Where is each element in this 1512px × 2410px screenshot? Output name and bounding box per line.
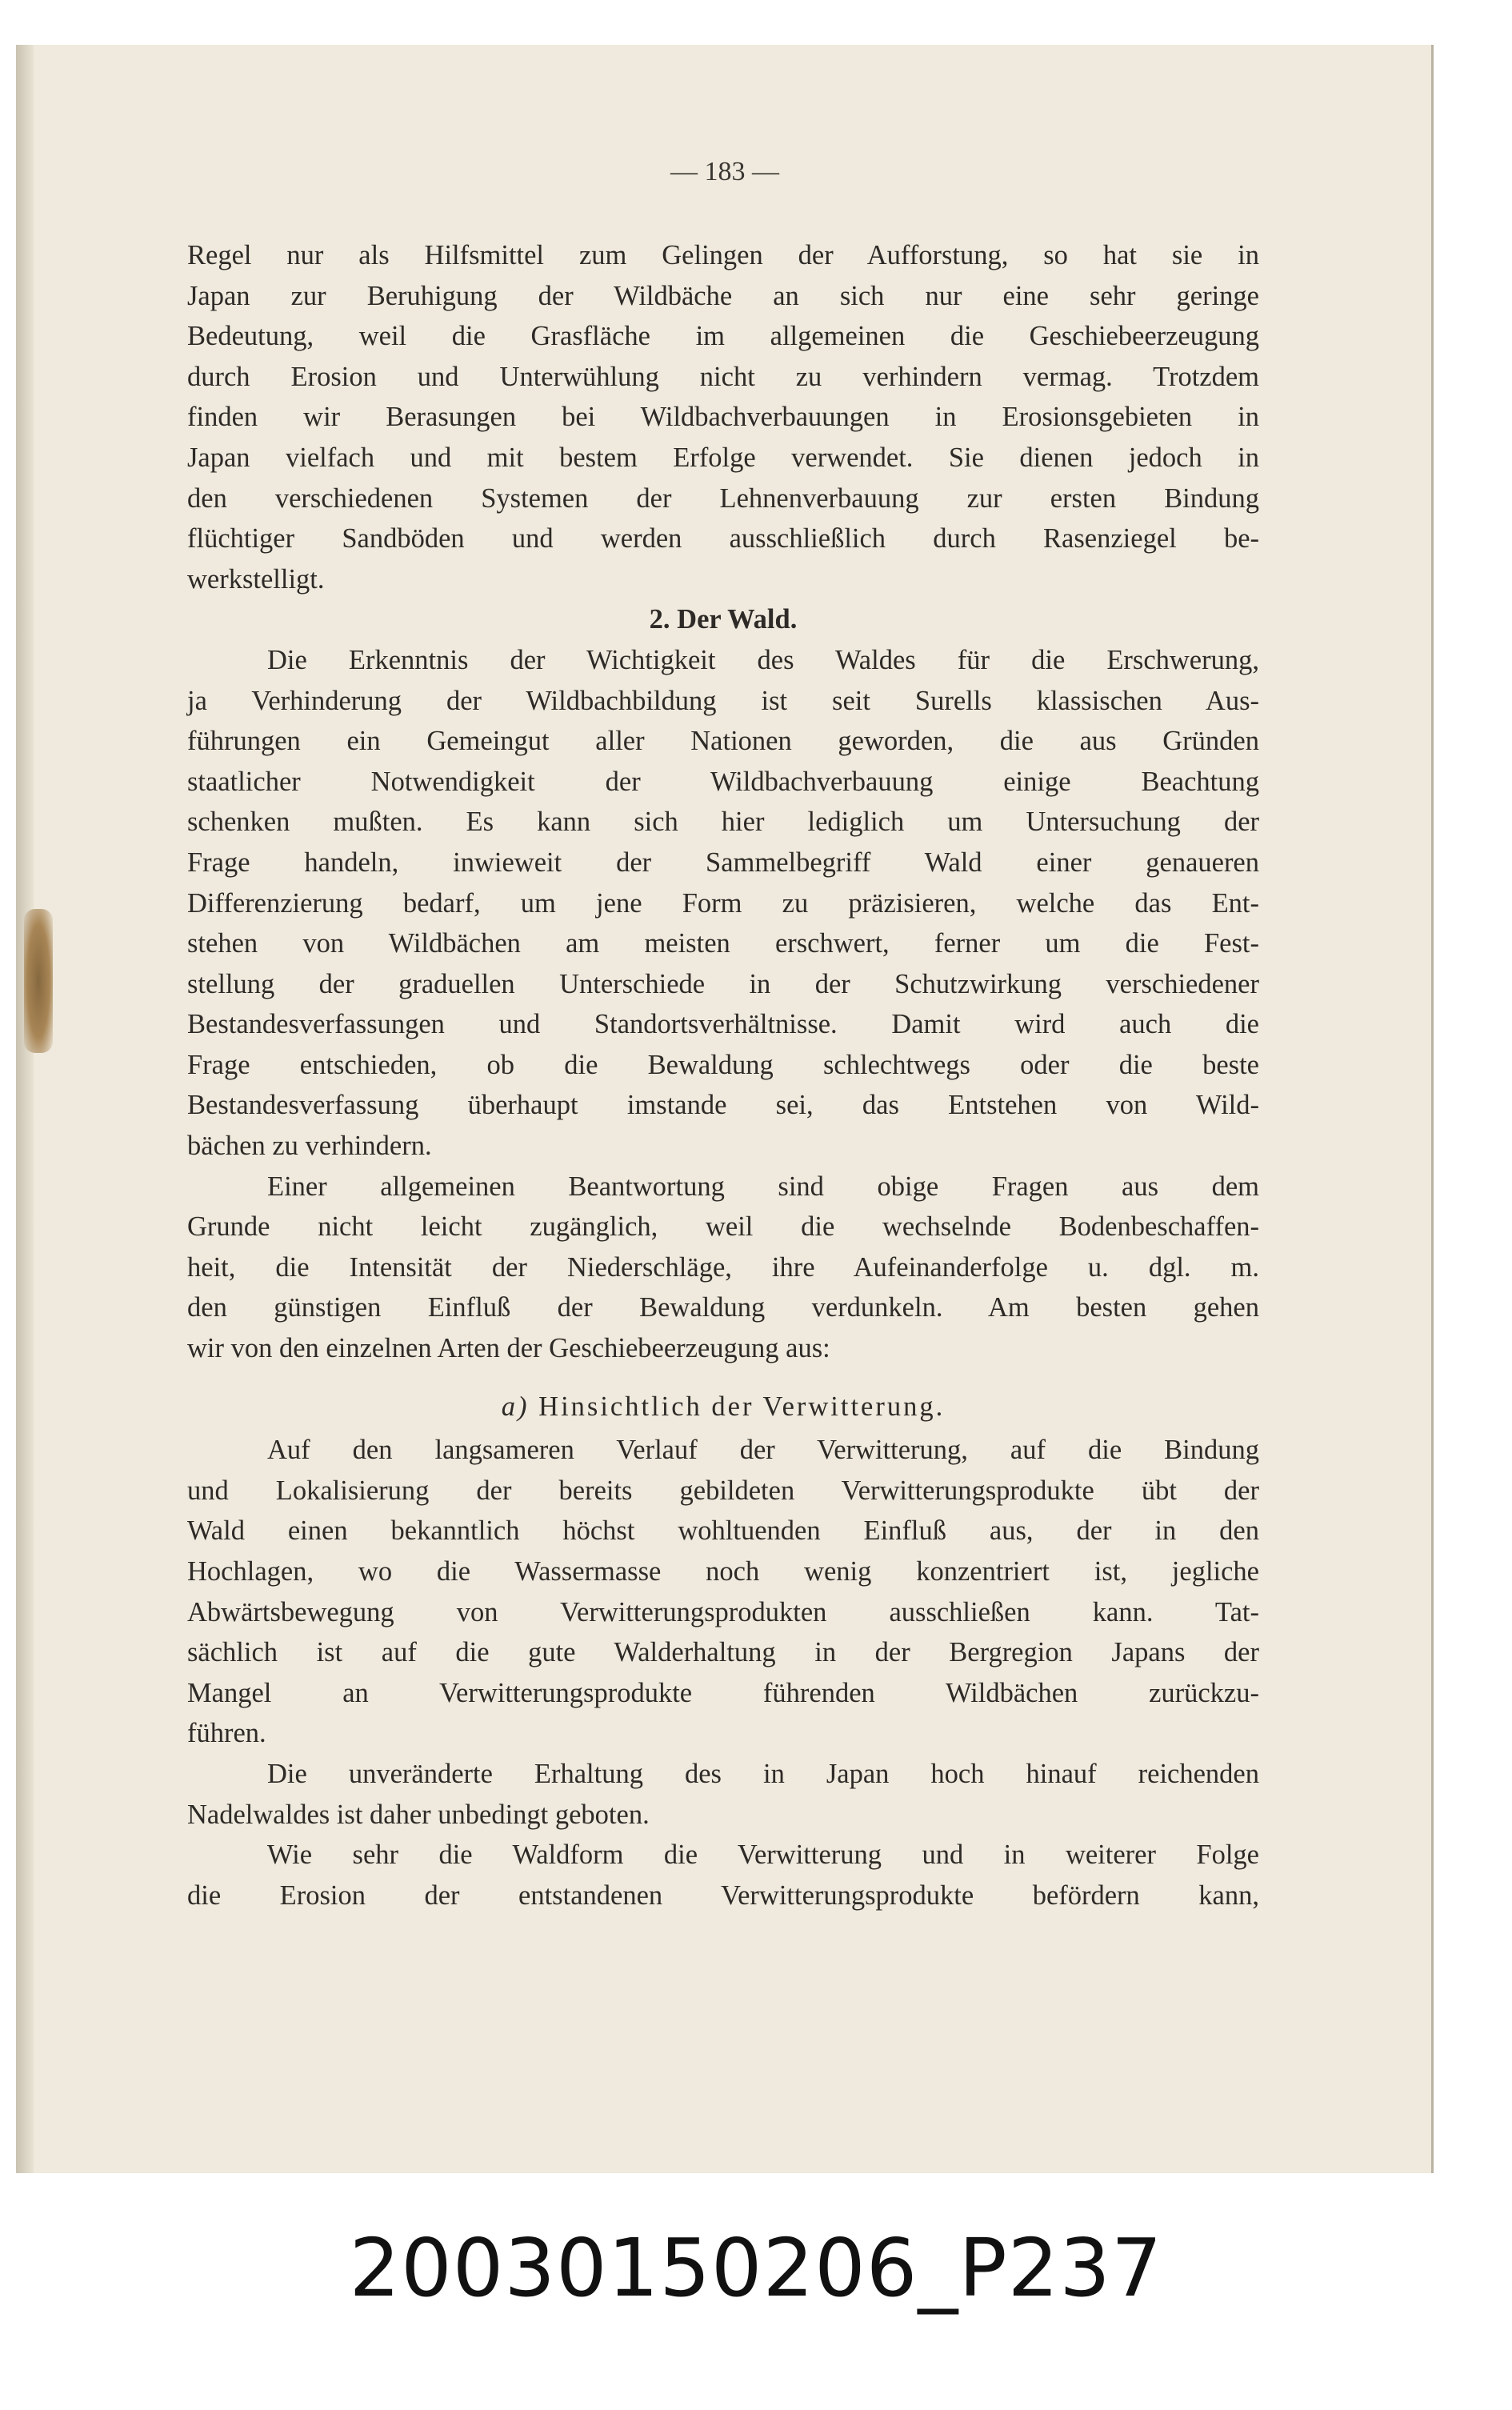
- scanned-page: [16, 45, 1434, 2173]
- text-line: Bestandesverfassungen und Standortsverhältnisse. Damit wird auch die: [187, 1009, 1259, 1040]
- text-line: Die unveränderte Erhaltung des in Japan hoch hinauf reichenden: [267, 1758, 1259, 1789]
- body-text: [187, 235, 1259, 1916]
- text-line: stellung der graduellen Unterschiede in der Schutzwirkung verschiedener: [187, 968, 1259, 999]
- subsection-heading: [187, 1387, 1259, 1427]
- subsection-letter: a): [501, 1391, 530, 1422]
- text-line: Einer allgemeinen Beantwortung sind obige Fragen aus dem: [267, 1171, 1259, 1202]
- page-number: — 183 —: [670, 157, 779, 186]
- section-heading: 2. Der Wald.: [649, 604, 798, 635]
- text-line: Abwärtsbewegung von Verwitterungsprodukten ausschließen kann. Tat-: [187, 1596, 1259, 1627]
- text-line: Bestandesverfassung überhaupt imstande sei, das Entstehen von Wild-: [187, 1090, 1259, 1121]
- text-line: durch Erosion und Unterwühlung nicht zu verhindern vermag. Trotzdem: [187, 361, 1259, 392]
- text-line: sächlich ist auf die gute Walderhaltung in der Bergregion Japans der: [187, 1637, 1259, 1668]
- text-line: Bedeutung, weil die Grasfläche im allgemeinen die Geschiebeerzeugung: [187, 321, 1259, 352]
- text-line: Mangel an Verwitterungsprodukte führenden Wildbächen zurückzu-: [187, 1677, 1259, 1708]
- text-line: Wald einen bekanntlich höchst wohltuenden Einfluß aus, der in den: [187, 1515, 1259, 1547]
- text-line: Nadelwaldes ist daher unbedingt geboten.: [187, 1799, 650, 1830]
- text-line: schenken mußten. Es kann sich hier lediglich um Untersuchung der: [187, 807, 1259, 838]
- text-line: Differenzierung bedarf, um jene Form zu präzisieren, welche das Ent-: [187, 887, 1259, 919]
- paragraph-3: [187, 1430, 1259, 1754]
- text-line: Frage entschieden, ob die Bewaldung schlechtwegs oder die beste: [187, 1049, 1259, 1080]
- text-line: Wie sehr die Waldform die Verwitterung und in weiterer Folge: [267, 1840, 1259, 1871]
- text-line: führungen ein Gemeingut aller Nationen geworden, die aus Gründen: [187, 726, 1259, 757]
- text-line: flüchtiger Sandböden und werden ausschließlich durch Rasenziegel be-: [187, 523, 1259, 554]
- text-line: und Lokalisierung der bereits gebildeten Verwitterungsprodukte übt der: [187, 1475, 1259, 1506]
- text-line: Hochlagen, wo die Wassermasse noch wenig konzentriert ist, jegliche: [187, 1556, 1259, 1587]
- subsection-title: Hinsichtlich der Verwitterung.: [538, 1391, 946, 1422]
- text-line: Regel nur als Hilfsmittel zum Gelingen der Aufforstung, so hat sie in: [187, 240, 1259, 270]
- intro-paragraph: [187, 235, 1259, 599]
- text-line: führen.: [187, 1718, 266, 1749]
- text-line: Japan zur Beruhigung der Wildbäche an sich nur eine sehr geringe: [187, 280, 1259, 311]
- text-line: werkstelligt.: [187, 563, 325, 594]
- text-line: finden wir Berasungen bei Wildbachverbauungen in Erosionsgebieten in: [187, 402, 1259, 433]
- text-line: den günstigen Einfluß der Bewaldung verdunkeln. Am besten gehen: [187, 1292, 1259, 1323]
- archive-id-label: 20030150206_P237: [349, 2221, 1163, 2315]
- text-line: ja Verhinderung der Wildbachbildung ist seit Surells klassischen Aus-: [187, 685, 1259, 716]
- page-gutter-shadow: [16, 45, 34, 2173]
- text-line: Frage handeln, inwieweit der Sammelbegriff Wald einer genaueren: [187, 847, 1259, 878]
- text-line: Grunde nicht leicht zugänglich, weil die wechselnde Bodenbeschaffen-: [187, 1211, 1259, 1243]
- text-line: die Erosion der entstandenen Verwitterungsprodukte befördern kann,: [187, 1880, 1259, 1911]
- paragraph-2: [187, 1167, 1259, 1369]
- text-line: Auf den langsameren Verlauf der Verwitterung, auf die Bindung: [267, 1435, 1259, 1466]
- text-line: bächen zu verhindern.: [187, 1131, 432, 1162]
- paragraph-5: [187, 1835, 1259, 1916]
- text-line: Japan vielfach und mit bestem Erfolge verwendet. Sie dienen jedoch in: [187, 442, 1259, 473]
- page-stain: [24, 909, 53, 1053]
- text-line: wir von den einzelnen Arten der Geschiebeerzeugung aus:: [187, 1333, 830, 1364]
- text-line: den verschiedenen Systemen der Lehnenverbauung zur ersten Bindung: [187, 482, 1259, 514]
- text-line: heit, die Intensität der Niederschläge, ihre Aufeinanderfolge u. dgl. m.: [187, 1251, 1259, 1283]
- text-line: staatlicher Notwendigkeit der Wildbachverbauung einige Beachtung: [187, 766, 1259, 797]
- paragraph-4: [187, 1754, 1259, 1835]
- text-line: stehen von Wildbächen am meisten erschwert, ferner um die Fest-: [187, 928, 1259, 959]
- paragraph-1: [187, 640, 1259, 1167]
- text-line: Die Erkenntnis der Wichtigkeit des Waldes für die Erschwerung,: [267, 644, 1259, 675]
